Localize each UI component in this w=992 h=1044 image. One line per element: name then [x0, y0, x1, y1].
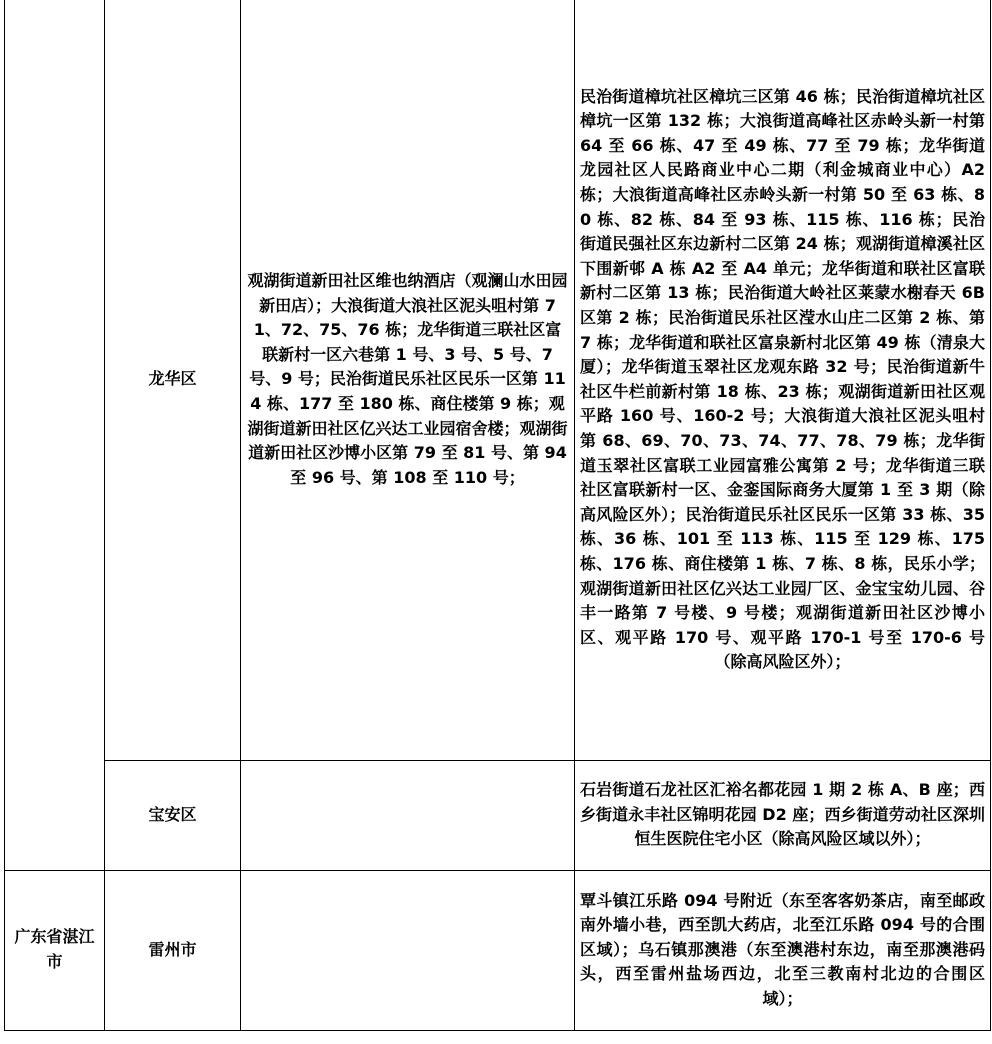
district-cell: [105, 760, 241, 870]
district-name: 宝安区: [148, 804, 197, 824]
city-cell: [5, 870, 105, 1030]
risk-area-table: [4, 0, 991, 1031]
medium-risk-cell: [241, 760, 575, 870]
city-name: 广东省湛江市: [14, 927, 95, 971]
medium-risk-cell: [241, 870, 575, 1030]
city-cell: [5, 0, 105, 870]
table-row: [5, 0, 991, 760]
low-risk-cell: [575, 870, 991, 1030]
low-risk-areas: 覃斗镇江乐路 094 号附近（东至客客奶茶店，南至邮政南外墙小巷，西至凯大药店，北至江乐路 094 号的合围区域）；乌石镇那澳港（东至澳港村东边，南至那澳港码头，西至雷州盐场西边，北至三教南村北边的合围区域）；: [580, 890, 985, 1008]
table-row: [5, 760, 991, 870]
medium-risk-areas: 观湖街道新田社区维也纳酒店（观澜山水田园新田店）；大浪街道大浪社区泥头咀村第 71、72、75、76 栋；龙华街道三联社区富联新村一区六巷第 1 号、3 号、5 号、7 号、9 号；民治街道民乐社区民乐一区第 114 栋、177 至 180 栋、商住楼第 9 栋；观湖街道新田社区亿兴达工业园宿舍楼；观湖街道新田社区沙博小区第 79 至 81 号、第 94 至 96 号、第 108 至 110 号；: [247, 271, 568, 487]
district-name: 雷州市: [148, 939, 197, 959]
district-cell: [105, 0, 241, 760]
low-risk-cell: [575, 0, 991, 760]
district-name: 龙华区: [148, 369, 197, 389]
medium-risk-cell: [241, 0, 575, 760]
low-risk-areas: 民治街道樟坑社区樟坑三区第 46 栋；民治街道樟坑社区樟坑一区第 132 栋；大浪街道高峰社区赤岭头新一村第 64 至 66 栋、47 至 49 栋、77 至 79 栋；龙华街道龙园社区人民路商业中心二期（利金城商业中心）A2 栋；大浪街道高峰社区赤岭头新一村第 50 至 63 栋、80 栋、82 栋、84 至 93 栋、115 栋、116 栋；民治街道民强社区东边新村二区第 24 栋；观湖街道樟溪社区下围新邨 A 栋 A2 至 A4 单元；龙华街道和联社区富联新村二区第 13 栋；民治街道大岭社区莱蒙水榭春天 6B 区第 2 栋；民治街道民乐社区滢水山庄二区第 2 栋、第 7 栋；龙华街道和联社区富泉新村北区第 49 栋（清泉大厦）；龙华街道玉翠社区龙观东路 32 号；民治街道新牛社区牛栏前新村第 18 栋、23 栋；观湖街道新田社区观平路 160 号、160-2 号；大浪街道大浪社区泥头咀村第 68、69、70、73、74、77、78、79 栋；龙华街道玉翠社区富联工业园富雅公寓第 2 号；龙华街道三联社区富联新村一区、金銮国际商务大厦第 1 至 3 期（除高风险区外）；民治街道民乐社区民乐一区第 33 栋、35 栋、36 栋、101 至 113 栋、115 至 129 栋、175 栋、176 栋、商住楼第 1 栋、7 栋、8 栋，民乐小学；观湖街道新田社区亿兴达工业园厂区、金宝宝幼儿园、谷丰一路第 7 号楼、9 号楼；观湖街道新田社区沙博小区、观平路 170 号、观平路 170-1 号至 170-6 号（除高风险区外）；: [580, 86, 985, 672]
low-risk-areas: 石岩街道石龙社区汇裕名都花园 1 期 2 栋 A、B 座；西乡街道永丰社区锦明花园 D2 座；西乡街道劳动社区深圳恒生医院住宅小区（除高风险区域以外）；: [580, 780, 985, 849]
low-risk-cell: [575, 760, 991, 870]
table-row: [5, 870, 991, 1030]
district-cell: [105, 870, 241, 1030]
